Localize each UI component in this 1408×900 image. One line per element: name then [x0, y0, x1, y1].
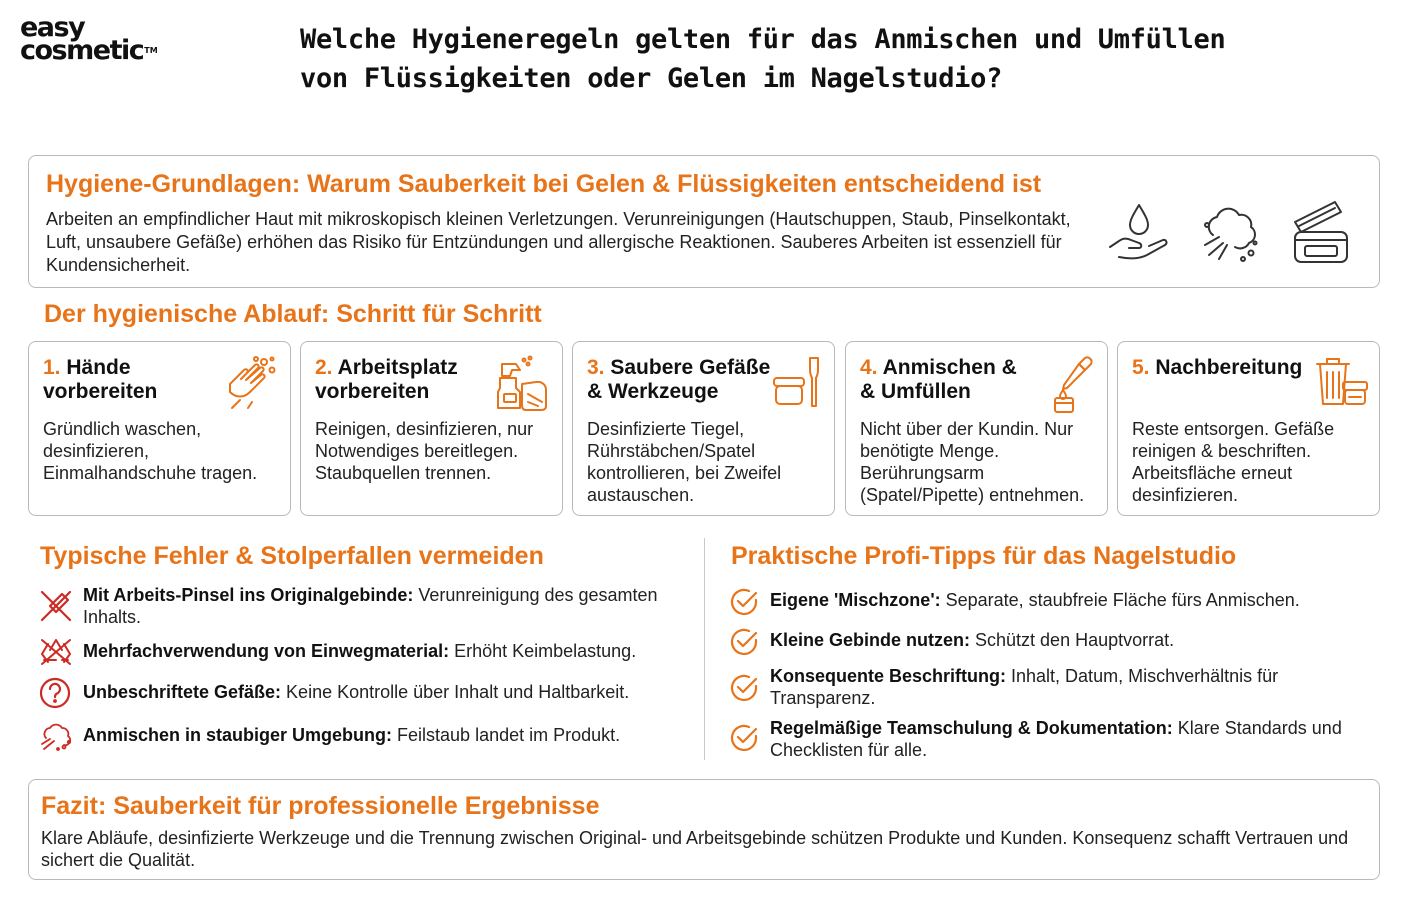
check-circle-icon: [728, 626, 760, 658]
intro-text: Arbeiten an empfindlicher Haut mit mikroskopisch kleinen Verletzungen. Verunreinigungen (Hautschuppen, Staub, Pinselkontakt, Luft, unsaubere Gefäße) erhöhen das Risiko für Entzündungen und allergische Reaktionen. Sauberes Arbeiten ist essenziell für Kundensicherheit.: [46, 209, 1071, 275]
intro-title: Hygiene-Grundlagen: Warum Sauberkeit bei Gelen & Flüssigkeiten entscheidend ist: [46, 170, 1042, 198]
error-text: Mehrfachverwendung von Einwegmaterial: Erhöht Keimbelastung.: [83, 641, 637, 661]
tip-item: [728, 626, 1378, 658]
crossed-brush-icon: [38, 588, 74, 624]
tip-item: [728, 716, 1378, 761]
step-title: 4. Anmischen & & Umfüllen: [860, 356, 1017, 403]
conclusion-box: [28, 779, 1380, 880]
error-text: Mit Arbeits-Pinsel ins Originalgebinde: Verunreinigung des gesamten Inhalts.: [83, 585, 658, 627]
tip-text: Regelmäßige Teamschulung & Dokumentation: Klare Standards und Checklisten für alle.: [770, 718, 1342, 760]
tips-section-title: Praktische Profi-Tipps für das Nagelstudio: [731, 542, 1237, 570]
step-text: Nicht über der Kundin. Nur benötigte Menge. Berührungsarm (Spatel/Pipette) entnehmen.: [860, 419, 1085, 505]
dust-icon: [38, 720, 74, 752]
step-card-3: [572, 341, 835, 516]
column-divider: [704, 538, 705, 760]
washing-hands-icon: [222, 354, 280, 410]
step-title: 2. Arbeitsplatz vorbereiten: [315, 356, 458, 403]
question-circle-icon: [38, 676, 72, 710]
check-circle-icon: [728, 586, 760, 618]
spray-bottle-icon: [494, 354, 552, 412]
error-item: [38, 584, 688, 628]
error-item: [38, 676, 688, 710]
steps-section-title: Der hygienische Ablauf: Schritt für Schritt: [44, 300, 542, 328]
error-text: Anmischen in staubiger Umgebung: Feilstaub landet im Produkt.: [83, 725, 621, 745]
step-title: 3. Saubere Gefäße & Werkzeuge: [587, 356, 771, 403]
crossed-recycle-icon: [38, 636, 74, 668]
check-circle-icon: [728, 722, 760, 754]
step-title: 1. Hände vorbereiten: [43, 356, 158, 403]
logo-line-2: cosmetic™: [20, 35, 158, 66]
step-text: Desinfizierte Tiegel, Rührstäbchen/Spatel kontrollieren, bei Zweifel austauschen.: [587, 419, 782, 505]
conclusion-text: Klare Abläufe, desinfizierte Werkzeuge und die Trennung zwischen Original- und Arbeitsgebinde schützen Produkte und Kunden. Konsequenz schafft Vertrauen und sichert die Qualität.: [41, 828, 1349, 870]
page-title-line-2: von Flüssigkeiten oder Gelen im Nagelstudio?: [300, 63, 1003, 94]
step-card-1: [28, 341, 291, 516]
page-title-line-1: Welche Hygieneregeln gelten für das Anmischen und Umfüllen: [300, 24, 1226, 55]
step-card-4: [845, 341, 1108, 516]
logo: [20, 12, 158, 66]
hand-drop-icon: [1107, 201, 1171, 263]
step-title: 5. Nachbereitung: [1132, 356, 1303, 379]
jar-spatula-icon: [772, 354, 824, 410]
pipette-icon: [1051, 354, 1097, 414]
intro-box: [28, 155, 1380, 288]
step-text: Reinigen, desinfizieren, nur Notwendiges bereitlegen. Staubquellen trennen.: [315, 419, 534, 483]
step-text: Gründlich waschen, desinfizieren, Einmalhandschuhe tragen.: [43, 419, 258, 483]
errors-section-title: Typische Fehler & Stolperfallen vermeiden: [40, 542, 544, 570]
error-item: [38, 636, 688, 668]
step-text: Reste entsorgen. Gefäße reinigen & beschriften. Arbeitsfläche erneut desinfizieren.: [1132, 419, 1335, 505]
trash-can-icon: [1313, 354, 1369, 410]
step-number: 2.: [315, 356, 333, 379]
tip-item: [728, 664, 1378, 709]
error-item: [38, 720, 688, 752]
open-jar-icon: [1289, 198, 1353, 266]
dust-cloud-icon: [1199, 201, 1261, 263]
step-number: 4.: [860, 356, 878, 379]
step-number: 3.: [587, 356, 605, 379]
error-text: Unbeschriftete Gefäße: Keine Kontrolle über Inhalt und Haltbarkeit.: [83, 682, 630, 702]
step-card-5: [1117, 341, 1380, 516]
page-title: [300, 20, 1360, 98]
conclusion-title: Fazit: Sauberkeit für professionelle Ergebnisse: [41, 792, 600, 820]
step-card-2: [300, 341, 563, 516]
tip-text: Konsequente Beschriftung: Inhalt, Datum, Mischverhältnis für Transparenz.: [770, 666, 1279, 708]
tip-item: [728, 586, 1378, 618]
logo-trademark: TM: [144, 46, 158, 55]
tip-text: Eigene 'Mischzone': Separate, staubfreie Fläche fürs Anmischen.: [770, 590, 1300, 610]
intro-icons: [1107, 198, 1353, 266]
check-circle-icon: [728, 672, 760, 704]
tip-text: Kleine Gebinde nutzen: Schützt den Hauptvorrat.: [770, 630, 1175, 650]
logo-line-1: easy: [20, 12, 85, 43]
step-number: 1.: [43, 356, 61, 379]
step-number: 5.: [1132, 356, 1150, 379]
